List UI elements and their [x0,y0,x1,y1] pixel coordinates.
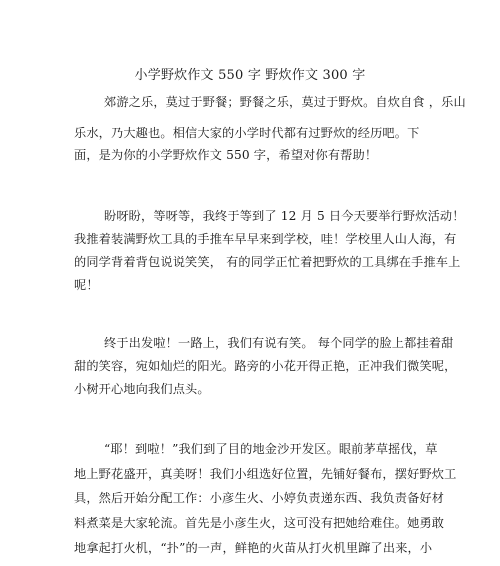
paragraph-1-line-2: 乐水，乃大趣也。相信大家的小学时代都有过野炊的经历吧。下 [74,126,420,140]
paragraph-4-line-1: “耶！到啦！”我们到了目的地金沙开发区。眼前茅草摇伐，草 [104,442,438,456]
paragraph-2-line-1: 盼呀盼，等呀等，我终于等到了 12 月 5 日今天要举行野炊活动！ [104,209,465,223]
paragraph-3-line-2: 甜的笑容，宛如灿烂的阳光。路旁的小花开得正艳，正冲我们微笑呢， [74,359,457,373]
document-title: 小学野炊作文 550 字 野炊作文 300 字 [134,68,366,83]
paragraph-2-line-3: 的同学背着背包说说笑笑， 有的同学正忙着把野炊的工具绑在手推车上 [74,255,461,269]
paragraph-3-line-1: 终于出发啦！一路上，我们有说有笑。 每个同学的脸上都挂着甜 [104,336,454,350]
paragraph-1-line-1: 郊游之乐，莫过于野餐；野餐之乐，莫过于野炊。自炊自食 ，乐山 [104,95,466,109]
paragraph-3-line-3: 小树开心地向我们点头。 [74,382,210,396]
paragraph-4-line-2: 地上野花盛开，真美呀！我们小组选好位置，先铺好餐布，摆好野炊工 [74,467,457,481]
paragraph-4-line-3: 具，然后开始分配工作：小彦生火、小婷负责递东西、我负责备好材 [74,491,445,505]
paragraph-4-line-5: 地拿起打火机，“扑”的一声，鲜艳的火苗从打火机里蹿了出来，小 [74,541,433,555]
paragraph-2-line-2: 我推着装满野炊工具的手推车早早来到学校，哇！学校里人山人海，有 [74,232,457,246]
paragraph-2-line-4: 呢！ [74,278,99,292]
paragraph-1-line-3: 面，是为你的小学野炊作文 550 字，希望对你有帮助！ [74,148,378,162]
paragraph-4-line-4: 料煮菜是大家轮流。首先是小彦生火，这可没有把她给难住。她勇敢 [74,516,445,530]
